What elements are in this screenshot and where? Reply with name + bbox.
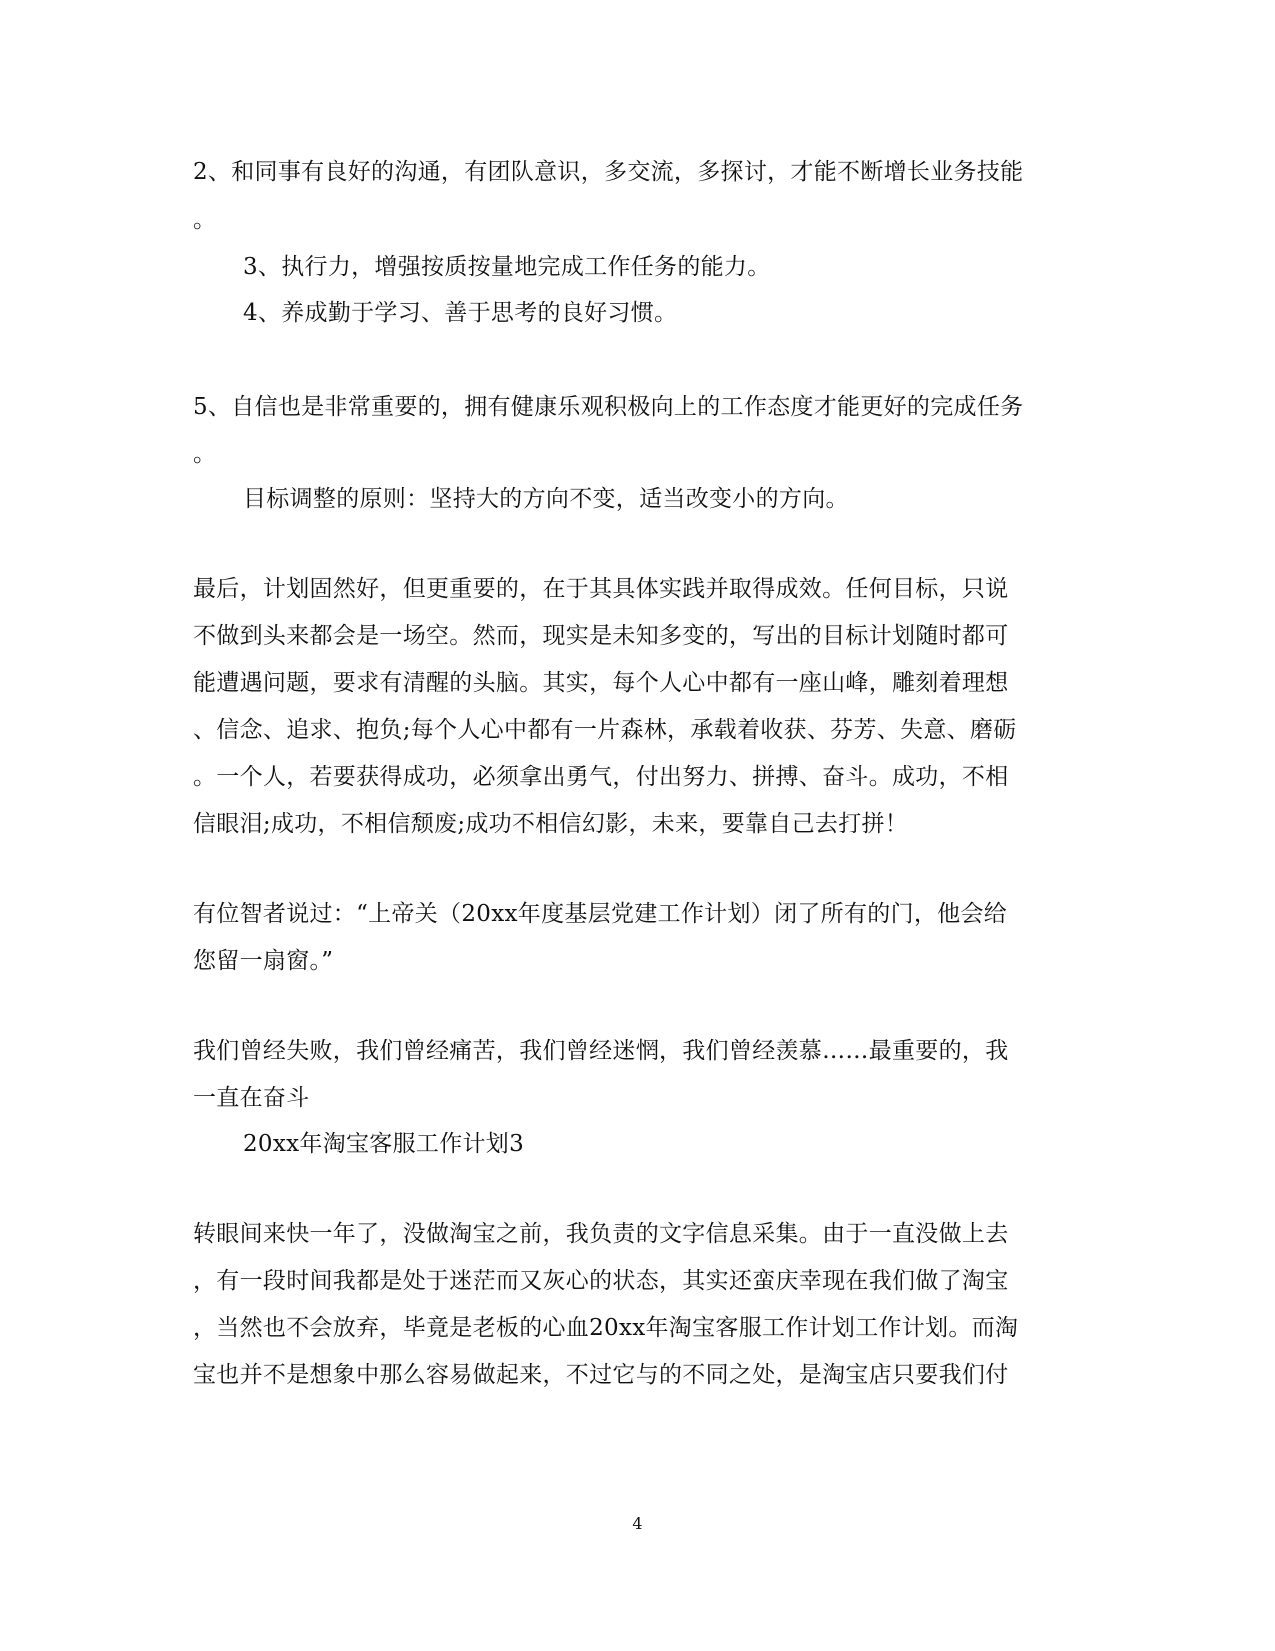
text-line: 一直在奋斗 (193, 1085, 310, 1111)
text-line: 、信念、追求、抱负;每个人心中都有一片森林，承载着收获、芬芳、失意、磨砺 (193, 717, 1017, 743)
text-line: 信眼泪;成功，不相信颓废;成功不相信幻影，未来，要靠自己去打拼！ (193, 811, 909, 837)
text-line: 最后，计划固然好，但更重要的，在于其具体实践并取得成效。任何目标，只说 (193, 576, 1009, 602)
text-line: 我们曾经失败，我们曾经痛苦，我们曾经迷惘，我们曾经羡慕……最重要的，我 (193, 1038, 1009, 1064)
text-line: ，有一段时间我都是处于迷茫而又灰心的状态，其实还蛮庆幸现在我们做了淘宝 (193, 1268, 1009, 1294)
page-number: 4 (632, 1514, 643, 1533)
text-line: ，当然也不会放弃，毕竟是老板的心血20xx年淘宝客服工作计划工作计划。而淘 (193, 1315, 1019, 1341)
text-line: 有位智者说过：“上帝关（20xx年度基层党建工作计划）闭了所有的门，他会给 (193, 901, 1008, 927)
text-line: 。 (193, 207, 217, 233)
text-line: 5、自信也是非常重要的，拥有健康乐观积极向上的工作态度才能更好的完成任务 (193, 394, 1024, 420)
text-line: 转眼间来快一年了，没做淘宝之前，我负责的文字信息采集。由于一直没做上去 (193, 1221, 1009, 1247)
text-line: 2、和同事有良好的沟通，有团队意识，多交流，多探讨，才能不断增长业务技能 (193, 159, 1024, 185)
text-line: 目标调整的原则：坚持大的方向不变，适当改变小的方向。 (243, 486, 849, 512)
text-line: 您留一扇窗。” (193, 948, 334, 974)
text-line: 。一个人，若要获得成功，必须拿出勇气，付出努力、拼搏、奋斗。成功，不相 (193, 764, 1009, 790)
text-line: 。 (193, 441, 217, 467)
text-line: 不做到头来都会是一场空。然而，现实是未知多变的，写出的目标计划随时都可 (193, 623, 1009, 649)
list-item-3: 3、执行力，增强按质按量地完成工作任务的能力。 (243, 254, 771, 280)
section-heading: 20xx年淘宝客服工作计划3 (243, 1131, 525, 1157)
text-line: 能遭遇问题，要求有清醒的头脑。其实，每个人心中都有一座山峰，雕刻着理想 (193, 670, 1009, 696)
list-item-4: 4、养成勤于学习、善于思考的良好习惯。 (243, 300, 678, 326)
text-line: 宝也并不是想象中那么容易做起来，不过它与的不同之处，是淘宝店只要我们付 (193, 1362, 1009, 1388)
